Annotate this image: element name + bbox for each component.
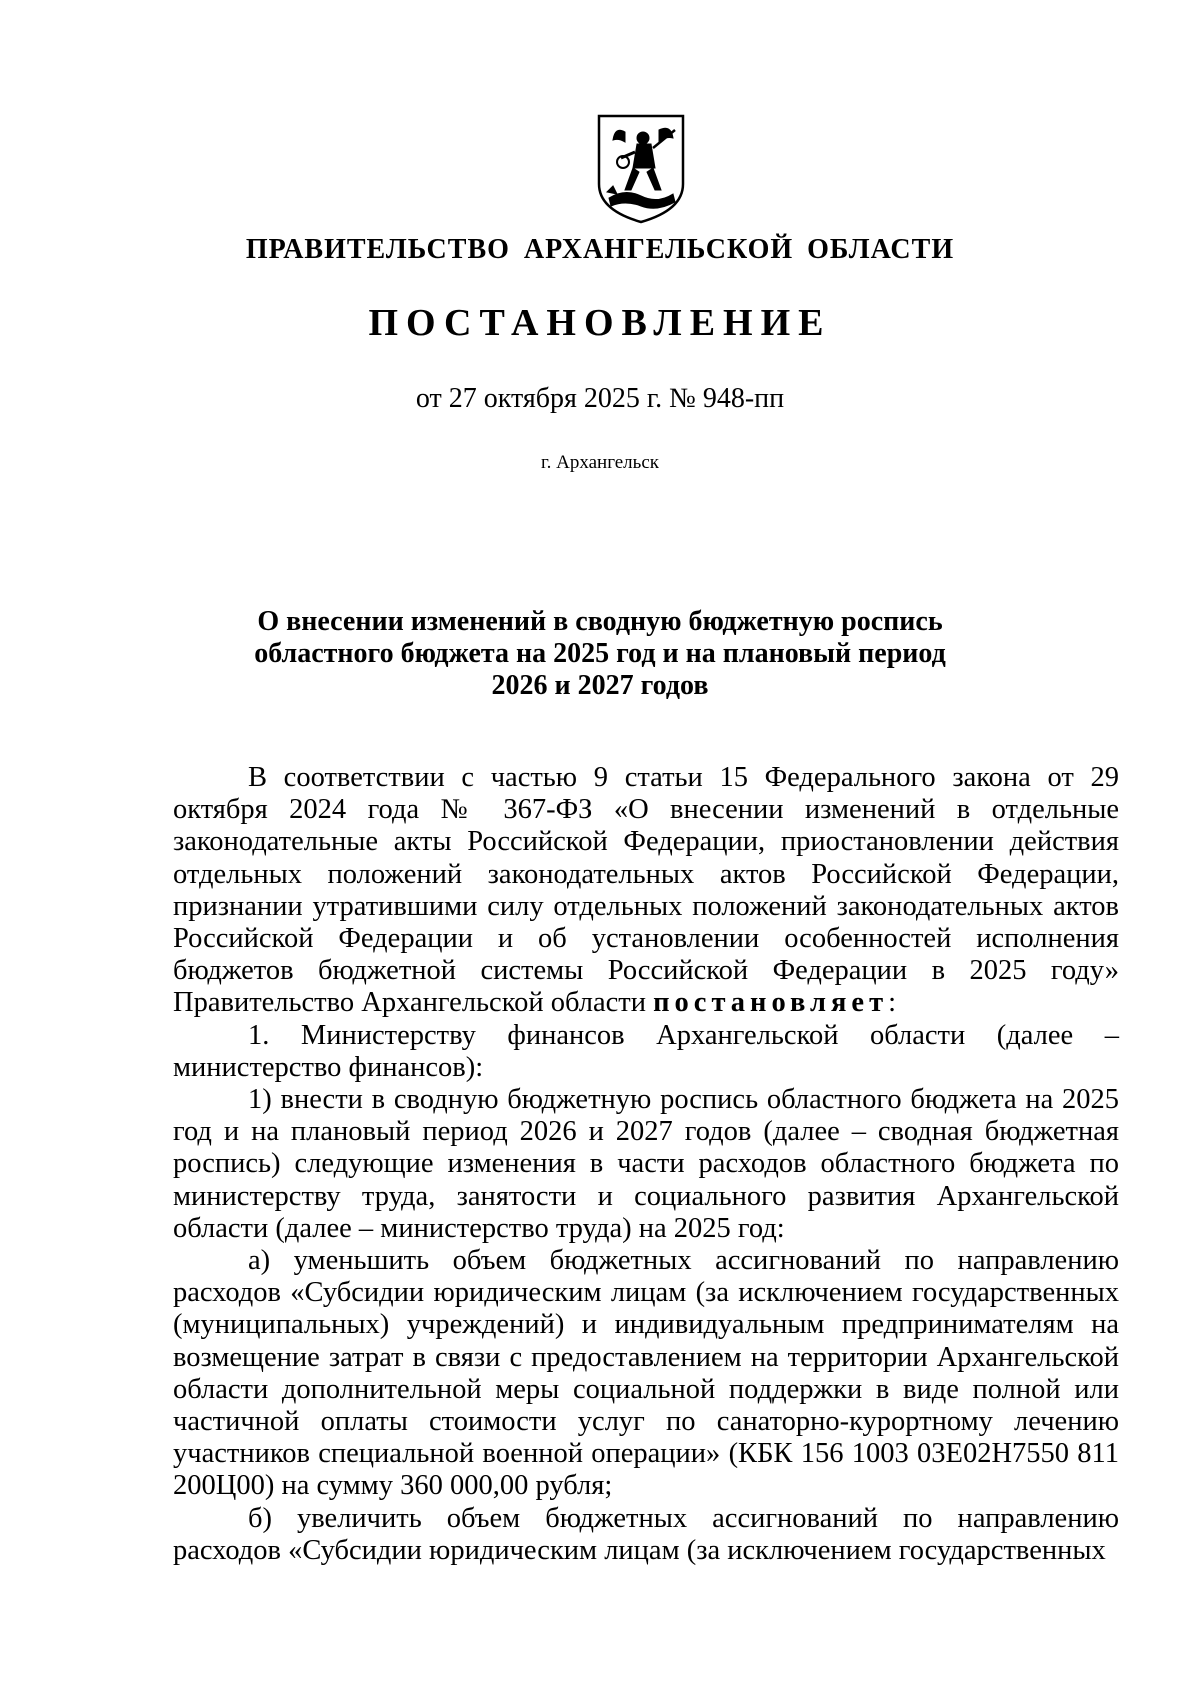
- clause-b: б) увеличить объем бюджетных ассигнований по направлению расходов «Субсидии юридическим лицам (за исключением государственных: [173, 1502, 1119, 1566]
- clause-1-1: 1) внести в сводную бюджетную роспись областного бюджета на 2025 год и на плановый период 2026 и 2027 годов (далее – сводная бюджетная роспись) следующие изменения в части расходов областного бюджета по министерству труда, занятости и социального развития Архангельской области (далее – министерство труда) на 2025 год:: [173, 1084, 1119, 1244]
- preamble-paragraph: [173, 762, 1119, 1020]
- preamble-text: В соответствии с частью 9 статьи 15 Федерального закона от 29 октября 2024 года № 367-ФЗ «О внесении изменений в отдельные законодательные акты Российской Федерации, приостановлении действия отдельных положений законодательных актов Российской Федерации, признании утратившими силу отдельных положений законодательных актов Российской Федерации и об установлении особенностей исполнения бюджетов бюджетной системы Российской Федерации в 2025 году» Правительство Архангельской области: [173, 762, 1119, 1019]
- title-line: О внесении изменений в сводную бюджетную роспись: [257, 606, 943, 637]
- decree-colon: :: [888, 987, 896, 1019]
- document-date-number: от 27 октября 2025 г. № 948-пп: [415, 383, 785, 414]
- coat-of-arms-icon: [595, 112, 687, 224]
- clause-1: 1. Министерству финансов Архангельской области (далее – министерство финансов):: [173, 1019, 1119, 1083]
- document-type: ПОСТАНОВЛЕНИЕ: [368, 302, 832, 344]
- decree-word: постановляет: [653, 987, 889, 1019]
- title-line: областного бюджета на 2025 год и на плановый период: [254, 638, 946, 669]
- title-line: 2026 и 2027 годов: [491, 670, 709, 701]
- clause-a: а) уменьшить объем бюджетных ассигнований по направлению расходов «Субсидии юридическим лицам (за исключением государственных (муниципальных) учреждений) и индивидуальным предпринимателям на возмещение затрат в связи с предоставлением на территории Архангельской области дополнительной меры социальной поддержки в виде полной или частичной оплаты стоимости услуг по санаторно-курортному лечению участников специальной военной операции» (КБК 156 1003 03Е02Н7550 811 200Ц00) на сумму 360 000,00 рубля;: [173, 1245, 1119, 1502]
- document-city: г. Архангельск: [540, 452, 659, 473]
- document-title: [0, 606, 1200, 702]
- document-body: [173, 762, 1119, 1567]
- government-name: ПРАВИТЕЛЬСТВО АРХАНГЕЛЬСКОЙ ОБЛАСТИ: [245, 234, 955, 265]
